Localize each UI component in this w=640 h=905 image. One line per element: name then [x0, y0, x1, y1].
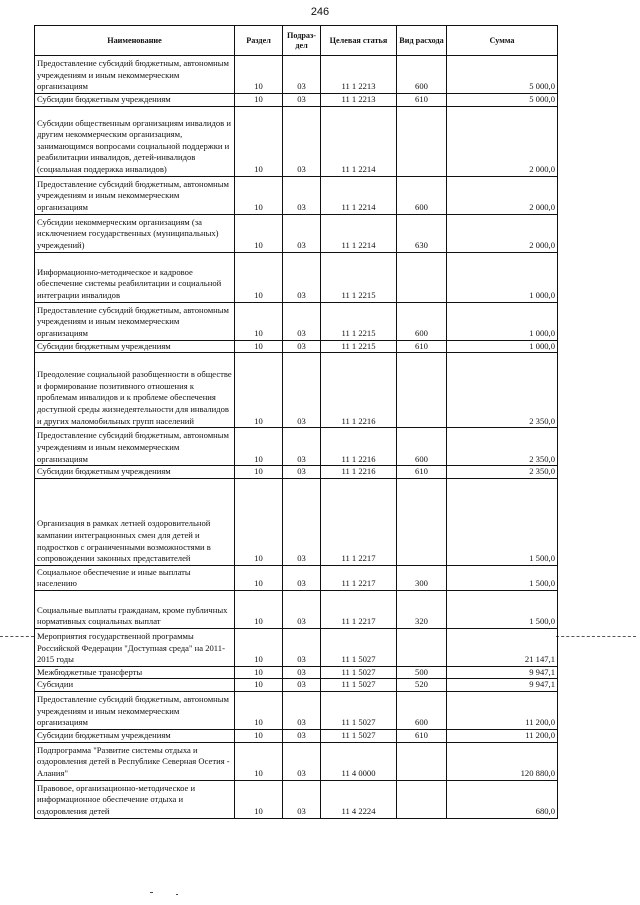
table-row: [35, 176, 558, 214]
table-row: [35, 478, 558, 565]
table-body: [35, 56, 558, 819]
cell-subsection: 03: [283, 590, 321, 628]
header-sum: Сумма: [447, 26, 558, 56]
table-header-row: [35, 26, 558, 56]
table-row: [35, 679, 558, 692]
cell-target: 11 1 5027: [321, 666, 397, 679]
scan-artifact-line-right: [556, 636, 636, 637]
cell-target: 11 1 2215: [321, 302, 397, 340]
cell-sum: 1 500,0: [447, 590, 558, 628]
cell-subsection: 03: [283, 780, 321, 818]
cell-sum: 2 000,0: [447, 176, 558, 214]
cell-sum: 2 000,0: [447, 214, 558, 252]
cell-section: 10: [235, 628, 283, 666]
cell-target: 11 1 2213: [321, 56, 397, 94]
cell-type: 300: [397, 565, 447, 590]
cell-name: Предоставление субсидий бюджетным, автономным учреждениям и иным некоммерческим организациям: [35, 302, 235, 340]
header-type: Вид расхода: [397, 26, 447, 56]
cell-name: Предоставление субсидий бюджетным, автономным учреждениям и иным некоммерческим организациям: [35, 56, 235, 94]
cell-sum: 5 000,0: [447, 94, 558, 107]
cell-target: 11 1 2216: [321, 428, 397, 466]
cell-name: Предоставление субсидий бюджетным, автономным учреждениям и иным некоммерческим организациям: [35, 428, 235, 466]
cell-name: Социальные выплаты гражданам, кроме публичных нормативных социальных выплат: [35, 590, 235, 628]
table-row: [35, 466, 558, 479]
cell-type: 630: [397, 214, 447, 252]
cell-name: Информационно-методическое и кадровое обеспечение системы реабилитации и социальной интеграции инвалидов: [35, 252, 235, 302]
cell-sum: 1 000,0: [447, 302, 558, 340]
cell-type: 610: [397, 94, 447, 107]
cell-sum: 11 200,0: [447, 691, 558, 729]
cell-sum: 680,0: [447, 780, 558, 818]
cell-name: Межбюджетные трансферты: [35, 666, 235, 679]
cell-type: 610: [397, 729, 447, 742]
table-row: [35, 353, 558, 428]
cell-section: 10: [235, 106, 283, 176]
cell-sum: 2 350,0: [447, 466, 558, 479]
cell-target: 11 1 2215: [321, 340, 397, 353]
cell-type: [397, 478, 447, 565]
cell-subsection: 03: [283, 466, 321, 479]
cell-subsection: 03: [283, 252, 321, 302]
cell-subsection: 03: [283, 628, 321, 666]
table-row: [35, 94, 558, 107]
cell-target: 11 1 2217: [321, 478, 397, 565]
cell-sum: 1 500,0: [447, 565, 558, 590]
cell-target: 11 4 0000: [321, 742, 397, 780]
cell-subsection: 03: [283, 214, 321, 252]
cell-sum: 2 000,0: [447, 106, 558, 176]
cell-subsection: 03: [283, 691, 321, 729]
cell-section: 10: [235, 590, 283, 628]
cell-section: 10: [235, 478, 283, 565]
cell-type: 600: [397, 302, 447, 340]
cell-subsection: 03: [283, 729, 321, 742]
cell-section: 10: [235, 340, 283, 353]
table-row: [35, 780, 558, 818]
cell-name: Субсидии: [35, 679, 235, 692]
cell-type: 520: [397, 679, 447, 692]
table-row: [35, 666, 558, 679]
cell-sum: 120 880,0: [447, 742, 558, 780]
table-row: [35, 590, 558, 628]
cell-target: 11 1 2214: [321, 214, 397, 252]
cell-section: 10: [235, 691, 283, 729]
budget-table: [34, 25, 558, 819]
cell-sum: 1 000,0: [447, 252, 558, 302]
cell-name: Предоставление субсидий бюджетным, автономным учреждениям и иным некоммерческим организациям: [35, 691, 235, 729]
page-number: 246: [310, 6, 330, 18]
cell-target: 11 1 5027: [321, 628, 397, 666]
cell-section: 10: [235, 729, 283, 742]
cell-type: 600: [397, 691, 447, 729]
cell-subsection: 03: [283, 742, 321, 780]
cell-subsection: 03: [283, 176, 321, 214]
cell-type: [397, 628, 447, 666]
cell-name: Правовое, организационно-методическое и информационное обеспечение отдыха и оздоровления детей: [35, 780, 235, 818]
cell-section: 10: [235, 666, 283, 679]
table-row: [35, 628, 558, 666]
header-target: Целевая статья: [321, 26, 397, 56]
cell-target: 11 1 2217: [321, 590, 397, 628]
cell-section: 10: [235, 565, 283, 590]
cell-subsection: 03: [283, 565, 321, 590]
cell-sum: 9 947,1: [447, 679, 558, 692]
cell-section: 10: [235, 302, 283, 340]
cell-target: 11 1 2214: [321, 106, 397, 176]
cell-type: 600: [397, 176, 447, 214]
header-subsection: Подраз-дел: [283, 26, 321, 56]
cell-type: 500: [397, 666, 447, 679]
table-row: [35, 302, 558, 340]
cell-name: Предоставление субсидий бюджетным, автономным учреждениям и иным некоммерческим организациям: [35, 176, 235, 214]
cell-name: Субсидии бюджетным учреждениям: [35, 729, 235, 742]
cell-section: 10: [235, 780, 283, 818]
table-row: [35, 729, 558, 742]
cell-sum: 2 350,0: [447, 428, 558, 466]
cell-sum: 5 000,0: [447, 56, 558, 94]
cell-section: 10: [235, 56, 283, 94]
cell-target: 11 1 2216: [321, 466, 397, 479]
cell-type: 600: [397, 428, 447, 466]
table-row: [35, 428, 558, 466]
cell-target: 11 4 2224: [321, 780, 397, 818]
cell-sum: 21 147,1: [447, 628, 558, 666]
header-name: Наименование: [35, 26, 235, 56]
cell-subsection: 03: [283, 478, 321, 565]
scan-artifact-line-left: [0, 636, 34, 637]
cell-target: 11 1 5027: [321, 679, 397, 692]
cell-target: 11 1 5027: [321, 729, 397, 742]
cell-subsection: 03: [283, 56, 321, 94]
table-row: [35, 252, 558, 302]
cell-subsection: 03: [283, 679, 321, 692]
cell-type: 320: [397, 590, 447, 628]
cell-name: Субсидии некоммерческим организациям (за исключением государственных (муниципальных) учреждений): [35, 214, 235, 252]
table-row: [35, 340, 558, 353]
cell-type: 610: [397, 466, 447, 479]
cell-section: 10: [235, 742, 283, 780]
cell-type: [397, 353, 447, 428]
cell-subsection: 03: [283, 428, 321, 466]
scan-artifact-dot: [176, 894, 178, 895]
cell-section: 10: [235, 353, 283, 428]
table-row: [35, 106, 558, 176]
cell-sum: 1 500,0: [447, 478, 558, 565]
cell-name: Социальное обеспечение и иные выплаты населению: [35, 565, 235, 590]
cell-target: 11 1 5027: [321, 691, 397, 729]
cell-type: [397, 106, 447, 176]
cell-sum: 1 000,0: [447, 340, 558, 353]
cell-name: Субсидии бюджетным учреждениям: [35, 466, 235, 479]
scan-artifact-dot: [150, 892, 153, 893]
cell-name: Субсидии бюджетным учреждениям: [35, 340, 235, 353]
cell-name: Организация в рамках летней оздоровительной кампании интеграционных смен для детей и подростков с ограниченными возможностями в сопровождении законных представителей: [35, 478, 235, 565]
cell-section: 10: [235, 252, 283, 302]
cell-section: 10: [235, 428, 283, 466]
cell-type: 600: [397, 56, 447, 94]
cell-sum: 9 947,1: [447, 666, 558, 679]
cell-section: 10: [235, 466, 283, 479]
cell-subsection: 03: [283, 106, 321, 176]
cell-target: 11 1 2213: [321, 94, 397, 107]
cell-name: Преодоление социальной разобщенности в обществе и формирование позитивного отношения к проблемам инвалидов и к проблеме обеспечения доступной среды жизнедеятельности для инвалидов и других маломобильных групп населений: [35, 353, 235, 428]
cell-type: [397, 780, 447, 818]
cell-name: Мероприятия государственной программы Российской Федерации "Доступная среда" на 2011-2015 годы: [35, 628, 235, 666]
cell-target: 11 1 2214: [321, 176, 397, 214]
table-row: [35, 691, 558, 729]
cell-section: 10: [235, 176, 283, 214]
table-row: [35, 214, 558, 252]
cell-name: Подпрограмма "Развитие системы отдыха и оздоровления детей в Республике Северная Осетия - Алания": [35, 742, 235, 780]
header-section: Раздел: [235, 26, 283, 56]
cell-subsection: 03: [283, 340, 321, 353]
cell-subsection: 03: [283, 353, 321, 428]
cell-type: [397, 252, 447, 302]
table-row: [35, 56, 558, 94]
cell-target: 11 1 2216: [321, 353, 397, 428]
cell-target: 11 1 2217: [321, 565, 397, 590]
cell-name: Субсидии общественным организациям инвалидов и другим некоммерческим организациям, занимающимся вопросами социальной поддержки и реабилитации инвалидов, детей-инвалидов (социальная поддержка инвалидов): [35, 106, 235, 176]
cell-type: [397, 742, 447, 780]
cell-section: 10: [235, 679, 283, 692]
cell-section: 10: [235, 94, 283, 107]
cell-name: Субсидии бюджетным учреждениям: [35, 94, 235, 107]
cell-subsection: 03: [283, 666, 321, 679]
cell-sum: 11 200,0: [447, 729, 558, 742]
table-row: [35, 742, 558, 780]
cell-target: 11 1 2215: [321, 252, 397, 302]
table-row: [35, 565, 558, 590]
cell-subsection: 03: [283, 302, 321, 340]
cell-sum: 2 350,0: [447, 353, 558, 428]
cell-subsection: 03: [283, 94, 321, 107]
cell-type: 610: [397, 340, 447, 353]
cell-section: 10: [235, 214, 283, 252]
